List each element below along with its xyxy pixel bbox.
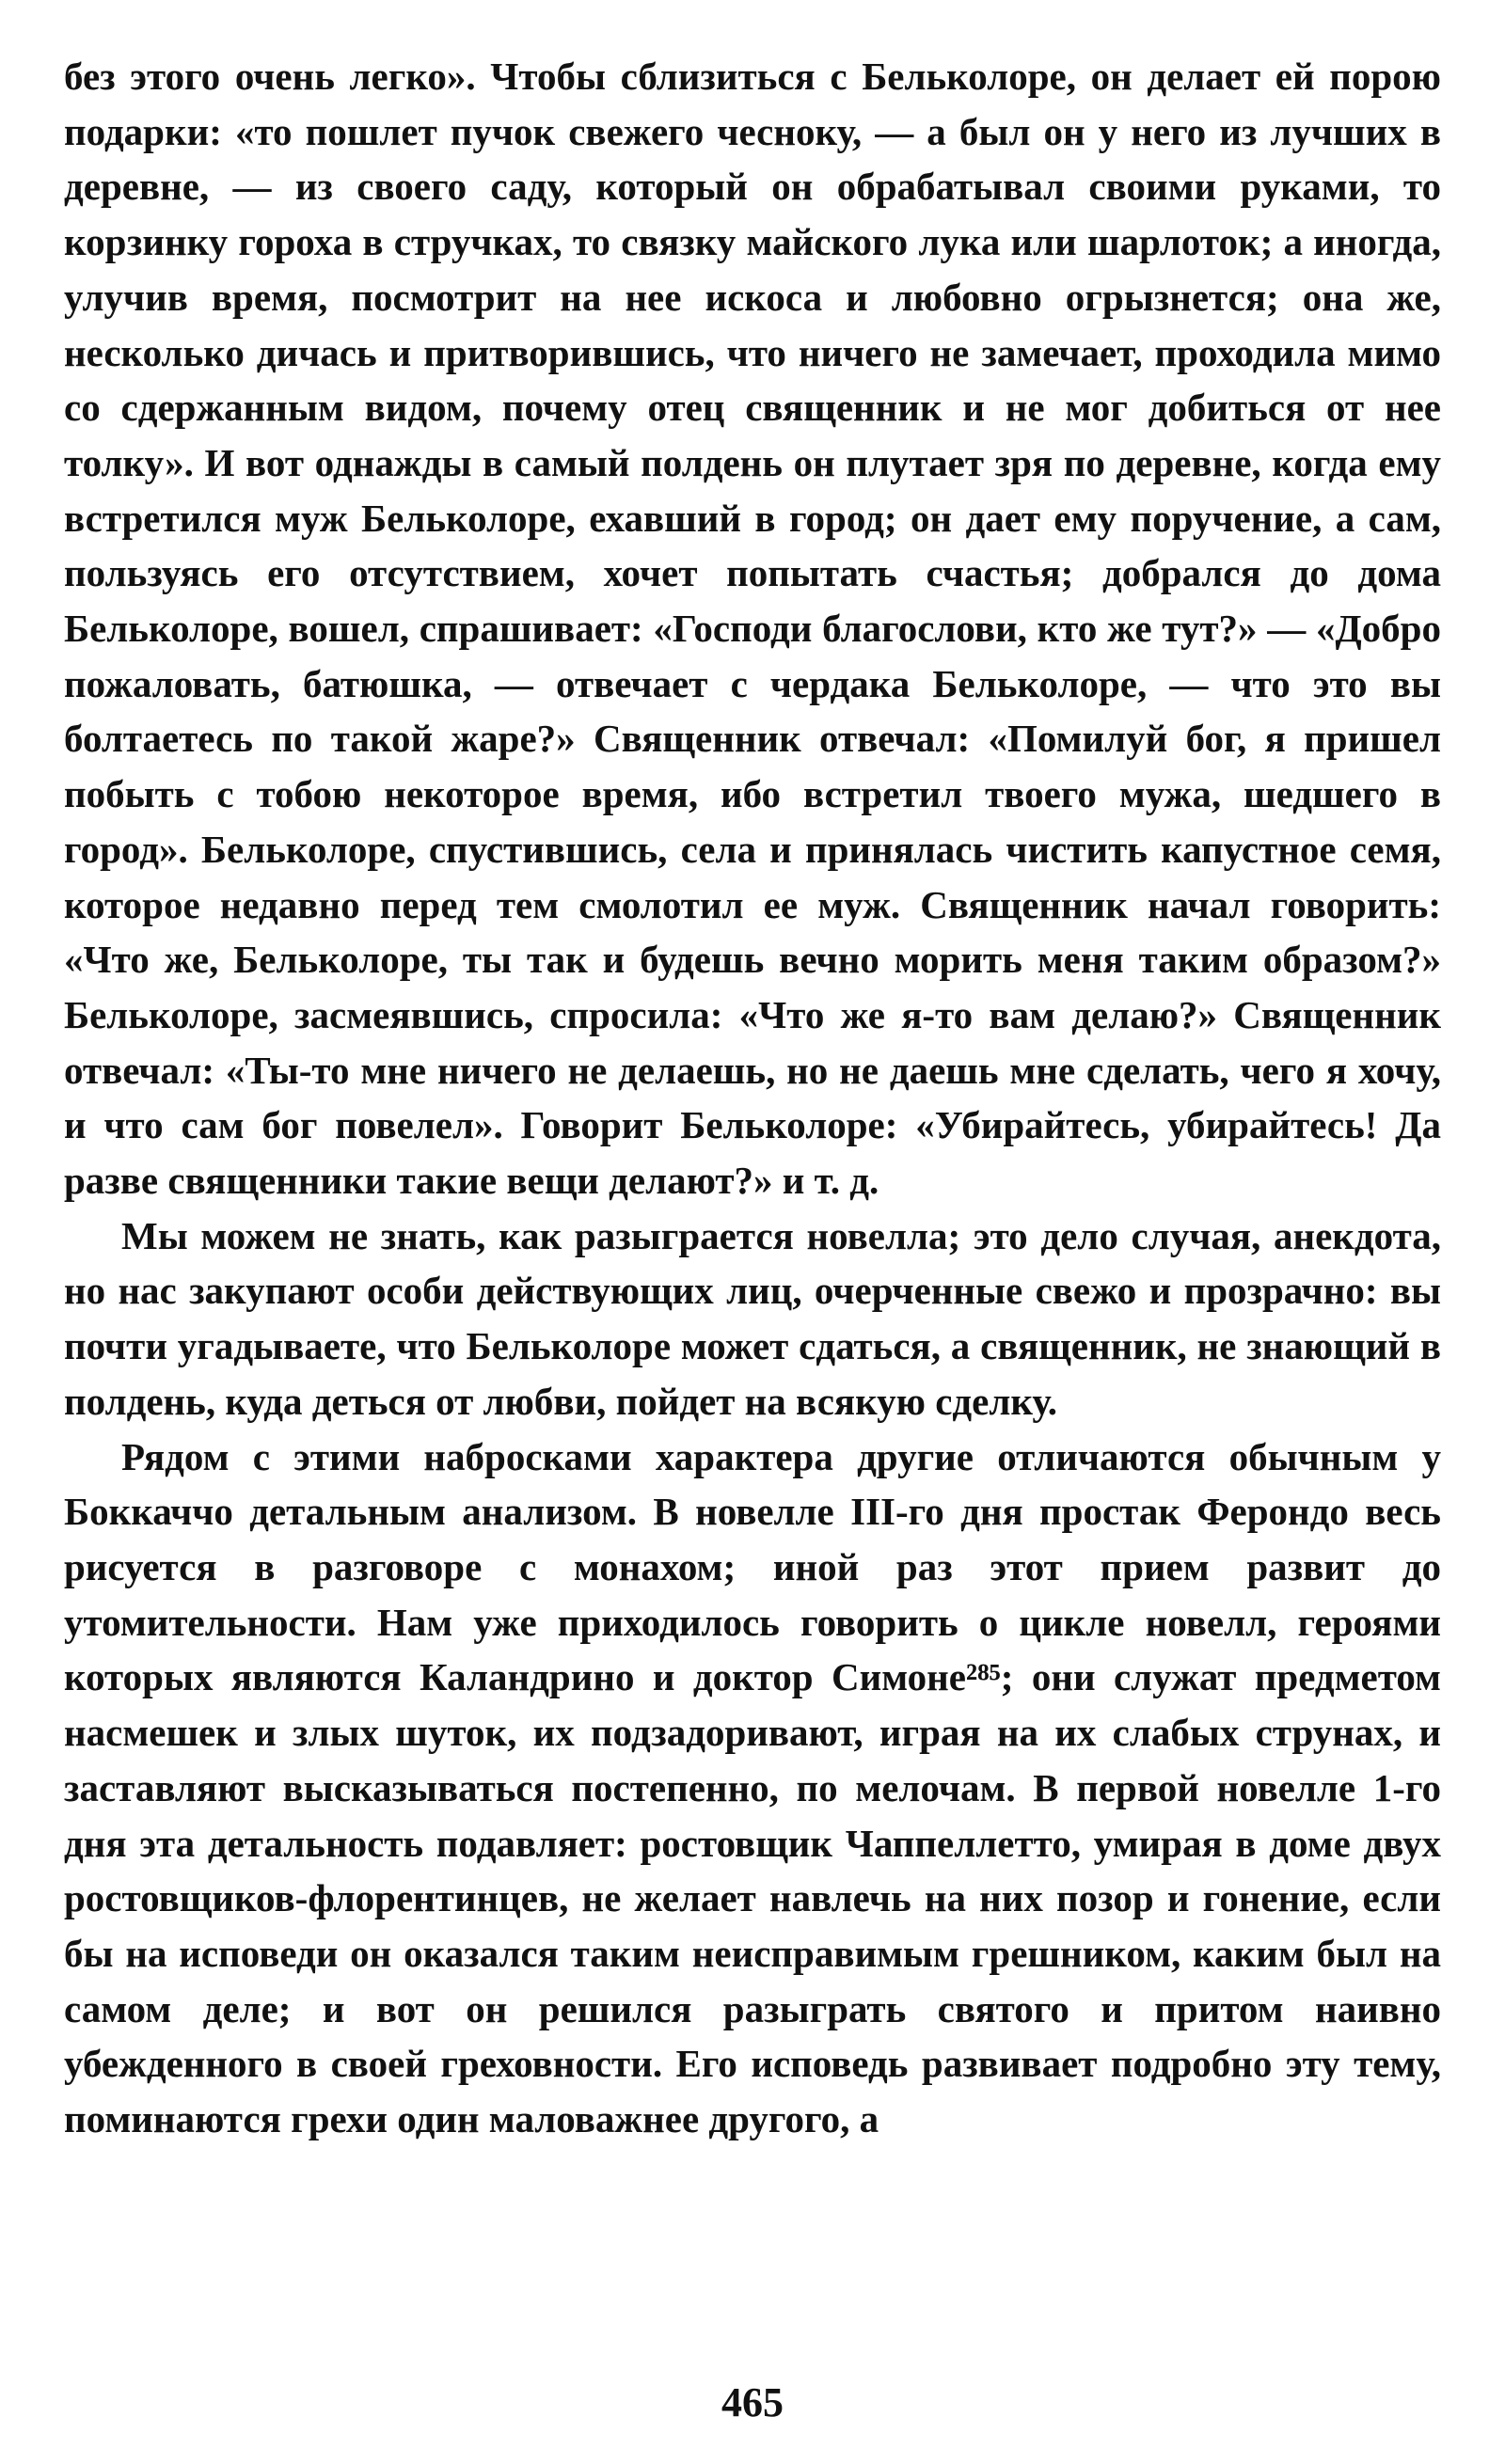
paragraph: Рядом с этими набросками характера другие отличаются обычным у Боккаччо детальным анализом. В новелле III-го дня простак Ферондо весь рисуется в разговоре с монахом; иной раз этот прием развит до утомительности. Нам уже приходилось говорить о цикле новелл, героями которых являются Каландрино и доктор Симоне²⁸⁵; они служат предметом насмешек и злых шуток, их подзадоривают, играя на их слабых струнах, и заставляют высказываться постепенно, по мелочам. В первой новелле 1-го дня эта детальность подавляет: ростовщик Чаппеллетто, умирая в доме двух ростовщиков-флорентинцев, не желает навлечь на них позор и гонение, если бы на исповеди он оказался таким неисправимым грешником, каким был на самом деле; и вот он решился разыграть святого и притом наивно убежденного в своей греховности. Его исповедь развивает подробно эту тему, поминаются грехи один маловажнее другого, а	[64, 1434, 1441, 2141]
body-text	[64, 49, 1441, 2147]
paragraph-continued: без этого очень легко». Чтобы сблизиться с Бельколоре, он делает ей порою подарки: «то пошлет пучок свежего чесноку, — а был он у него из лучших в деревне, — из своего саду, который он обрабатывал своими руками, то корзинку гороха в стручках, то связку майского лука или шарлоток; а иногда, улучив время, посмотрит на нее искоса и любовно огрызнется; она же, несколько дичась и притворившись, что ничего не замечает, проходила мимо со сдержанным видом, почему отец священник и не мог добиться от нее толку». И вот однажды в самый полдень он плутает зря по деревне, когда ему встретился муж Бельколоре, ехавший в город; он дает ему поручение, а сам, пользуясь его отсутствием, хочет попытать счастья; добрался до дома Бельколоре, вошел, спрашивает: «Господи благослови, кто же тут?» — «Добро пожаловать, батюшка, — отвечает с чердака Бельколоре, — что это вы болтаетесь по такой жаре?» Священник отвечал: «Помилуй бог, я пришел побыть с тобою некоторое время, ибо встретил твоего мужа, шедшего в город». Бельколоре, спустившись, села и принялась чистить капустное семя, которое недавно перед тем смолотил ее муж. Священник начал говорить: «Что же, Бельколоре, ты так и будешь вечно морить меня таким образом?» Бельколоре, засмеявшись, спросила: «Что же я-то вам делаю?» Священник отвечал: «Ты-то мне ничего не делаешь, но не даешь мне сделать, чего я хочу, и что сам бог повелел». Говорит Бельколоре: «Убирайтесь, убирайтесь! Да разве священники такие вещи делают?» и т. д.	[64, 55, 1441, 1203]
page-number: 465	[721, 2379, 784, 2425]
paragraph: Мы можем не знать, как разыграется новелла; это дело случая, анекдота, но нас закупают особи действующих лиц, очерченные свежо и прозрачно: вы почти угадываете, что Бельколоре может сдаться, а священник, не знающий в полдень, куда деться от любви, пойдет на всякую сделку.	[64, 1213, 1441, 1423]
